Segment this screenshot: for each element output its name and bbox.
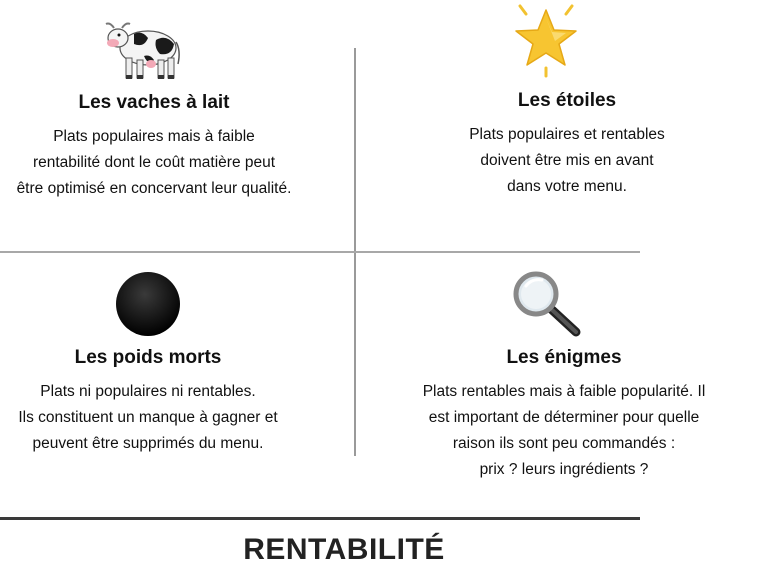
- cow-icon: [104, 18, 182, 82]
- description-line: Ils constituent un manque à gagner et: [18, 409, 278, 426]
- description-line: est important de déterminer pour quelle: [428, 409, 700, 426]
- quadrant-stars: [367, 90, 767, 200]
- description-line: rentabilité dont le coût matière peut: [32, 154, 276, 171]
- description-line: Plats ni populaires ni rentables.: [40, 383, 256, 400]
- axis-line: [0, 517, 640, 520]
- quadrant-cash-cows: [0, 92, 354, 202]
- axis-label: RENTABILITÉ: [243, 533, 445, 566]
- quadrant-description: [364, 379, 764, 483]
- description-line: dans votre menu.: [507, 178, 627, 195]
- description-line: peuvent être supprimés du menu.: [32, 435, 264, 452]
- quadrant-dogs: [0, 347, 348, 457]
- star-icon: [508, 2, 584, 78]
- quadrant-description: [0, 379, 348, 457]
- quadrant-description: [367, 122, 767, 200]
- description-line: raison ils sont peu commandés :: [452, 435, 676, 452]
- horizontal-divider: [0, 251, 640, 253]
- description-line: être optimisé en concervant leur qualité.: [16, 180, 292, 197]
- description-line: prix ? leurs ingrédients ?: [479, 461, 649, 478]
- quadrant-description: [0, 124, 354, 202]
- description-line: doivent être mis en avant: [480, 152, 654, 169]
- description-line: Plats populaires et rentables: [469, 126, 665, 143]
- quadrant-title: Les étoiles: [517, 90, 617, 111]
- quadrant-title: Les énigmes: [506, 347, 622, 368]
- black-circle-icon: [114, 270, 182, 338]
- quadrant-puzzles: [364, 347, 764, 483]
- description-line: Plats rentables mais à faible popularité. Il: [422, 383, 706, 400]
- description-line: Plats populaires mais à faible: [53, 128, 255, 145]
- quadrant-title: Les vaches à lait: [78, 92, 230, 113]
- quadrant-title: Les poids morts: [74, 347, 222, 368]
- magnifier-icon: [510, 270, 584, 338]
